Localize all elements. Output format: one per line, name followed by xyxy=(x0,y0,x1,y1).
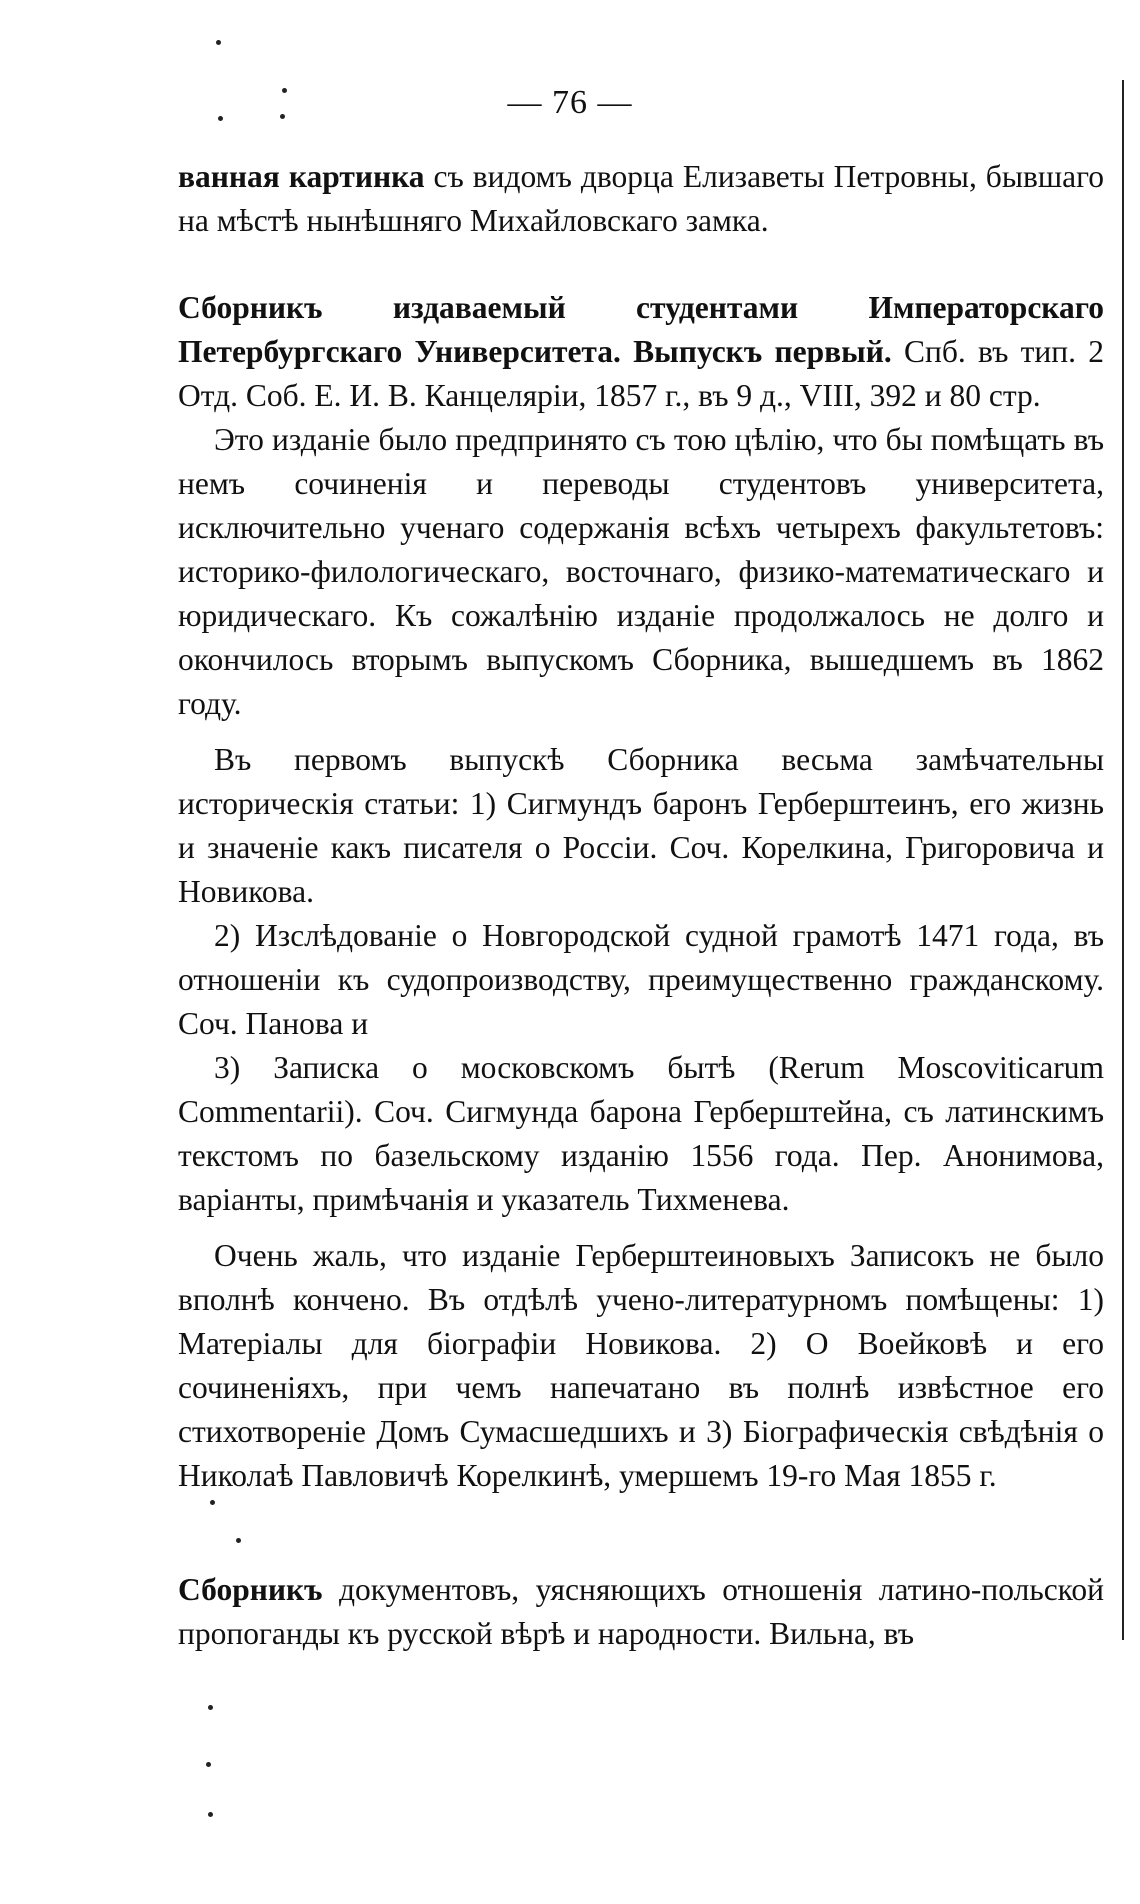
scan-speck xyxy=(236,1538,241,1543)
page-edge-line xyxy=(1122,80,1124,1640)
scan-speck xyxy=(208,1812,213,1817)
entry-publication-details: Спб. въ тип. 2 Отд. Соб. Е. И. В. Канцеляріи, 1857 г., въ 9 д., VIII, 392 и 80 стр. xyxy=(178,334,1104,413)
scan-speck xyxy=(206,1762,211,1767)
scan-speck xyxy=(208,1705,213,1710)
paragraph: Въ первомъ выпускѣ Сборника весьма замѣчательны историческія статьи: 1) Сигмундъ баронъ Герберштеинъ, его жизнь и значеніе какъ писателя о Россіи. Соч. Корелкина, Григоровича и Новикова. xyxy=(178,742,1104,909)
entry-publication-details: документовъ, уясняющихъ отношенія латино-польской пропоганды къ русской вѣрѣ и народности. Вильна, въ xyxy=(178,1572,1104,1651)
paragraph: Очень жаль, что изданіе Герберштеиновыхъ Записокъ не было вполнѣ кончено. Въ отдѣлѣ учено-литературномъ помѣщены: 1) Матеріалы для біографіи Новикова. 2) О Воейковѣ и его сочиненіяхъ, при чемъ напечатано въ полнѣ извѣстное его стихотвореніе Домъ Сумасшедшихъ и 3) Біографическія свѣдѣнія о Николаѣ Павловичѣ Корелкинѣ, умершемъ 19-го Мая 1855 г. xyxy=(178,1238,1104,1493)
scan-speck xyxy=(282,88,287,93)
entry-title: Сборникъ издаваемый студентами Императорскаго Петербургскаго Университета. Выпускъ первый. xyxy=(178,290,1104,369)
entry-heading-paragraph xyxy=(178,1568,1104,1656)
paragraph: 2) Изслѣдованіе о Новгородской судной грамотѣ 1471 года, въ отношеніи къ судопроизводству, преимущественно гражданскому. Соч. Панова и xyxy=(178,918,1104,1041)
entry-heading-paragraph xyxy=(178,286,1104,418)
paragraph xyxy=(178,155,1104,243)
scan-speck xyxy=(210,1500,215,1505)
page-number: — 76 — xyxy=(507,84,633,121)
entry-continuation xyxy=(178,155,1104,243)
entry-documents-collection xyxy=(178,1568,1104,1656)
entry-student-collection xyxy=(178,286,1104,1498)
scan-speck xyxy=(280,114,285,119)
scan-speck xyxy=(218,116,223,121)
scan-speck xyxy=(216,40,221,45)
entry-title: Сборникъ xyxy=(178,1572,323,1607)
paragraph: Это изданіе было предпринято съ тою цѣлію, что бы помѣщать въ немъ сочиненія и переводы студентовъ университета, исключительно ученаго содержанія всѣхъ четырехъ факультетовъ: историко-филологическаго, восточнаго, физико-математическаго и юридическаго. Къ сожалѣнію изданіе продолжалось не долго и окончилось вторымъ выпускомъ Сборника, вышедшемъ въ 1862 году. xyxy=(178,422,1104,721)
paragraph: 3) Записка о московскомъ бытѣ (Rerum Moscoviticarum Commentarii). Соч. Сигмунда барона Герберштейна, съ латинскимъ текстомъ по базельскому изданію 1556 года. Пер. Анонимова, варіанты, примѣчанія и указатель Тихменева. xyxy=(178,1050,1104,1217)
paragraph-text: съ видомъ дворца Елизаветы Петровны, бывшаго на мѣстѣ нынѣшняго Михайловскаго замка. xyxy=(178,159,1104,238)
paragraph-lead: ванная картинка xyxy=(178,159,425,194)
